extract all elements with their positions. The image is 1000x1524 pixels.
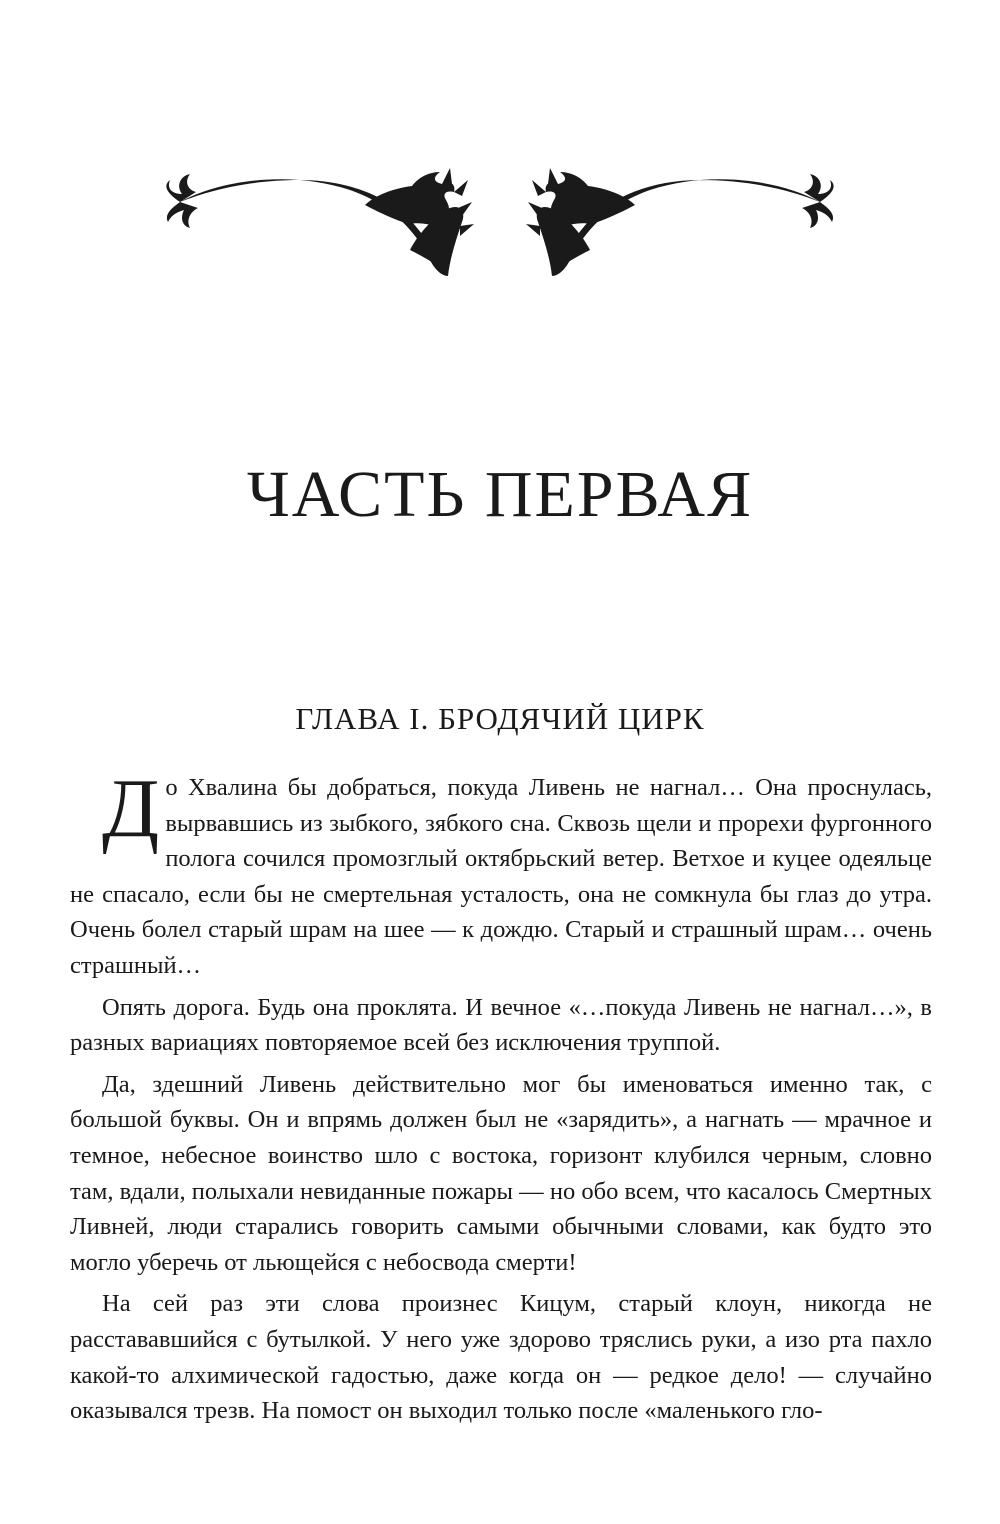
- paragraph-2: Опять дорога. Будь она проклята. И вечное «…покуда Ливень не нагнал…», в разных вариациях повторяемое всей без исключения труппой.: [70, 993, 932, 1057]
- left-dragon-icon: [166, 168, 474, 276]
- dragon-ornament-icon: [150, 150, 850, 290]
- chapter-title: ГЛАВА I. БРОДЯЧИЙ ЦИРК: [295, 701, 705, 736]
- chapter-body: [70, 762, 932, 1435]
- drop-cap: Д: [102, 762, 160, 855]
- right-dragon-icon: [526, 168, 834, 276]
- paragraph-3: Да, здешний Ливень действительно мог бы именоваться именно так, с большой буквы. Он и впрямь должен был не «зарядить», а нагнать — мрачное и темное, небесное воинство шло с востока, горизонт клубился черным, словно там, вдали, полыхали невиданные пожары — но обо всем, что касалось Смертных Ливней, люди старались говорить самыми обычными словами, как будто это могло уберечь от льющейся с небосвода смерти!: [70, 1070, 932, 1276]
- paragraph-4: На сей раз эти слова произнес Кицум, старый клоун, никогда не расстававшийся с бутылкой. У него уже здорово тряслись руки, а изо рта пахло какой-то алхимической гадостью, даже когда он — редкое дело! — случайно оказывался трезв. На помост он выходил только после «маленького гло-: [70, 1290, 932, 1425]
- paragraph-1-text: о Хвалина бы добраться, покуда Ливень не нагнал… Она проснулась, вырвавшись из зыбкого, зябкого сна. Сквозь щели и прорехи фургонного полога сочился промозглый октябрьский ветер. Ветхое и куцее одеяльце не спасало, если бы не смертельная усталость, она не сомкнула бы глаз до утра. Очень болел старый шрам на шее — к дождю. Старый и страшный шрам… очень страшный…: [70, 774, 932, 979]
- paragraph-1: [70, 762, 932, 984]
- part-title: ЧАСТЬ ПЕРВАЯ: [246, 458, 754, 531]
